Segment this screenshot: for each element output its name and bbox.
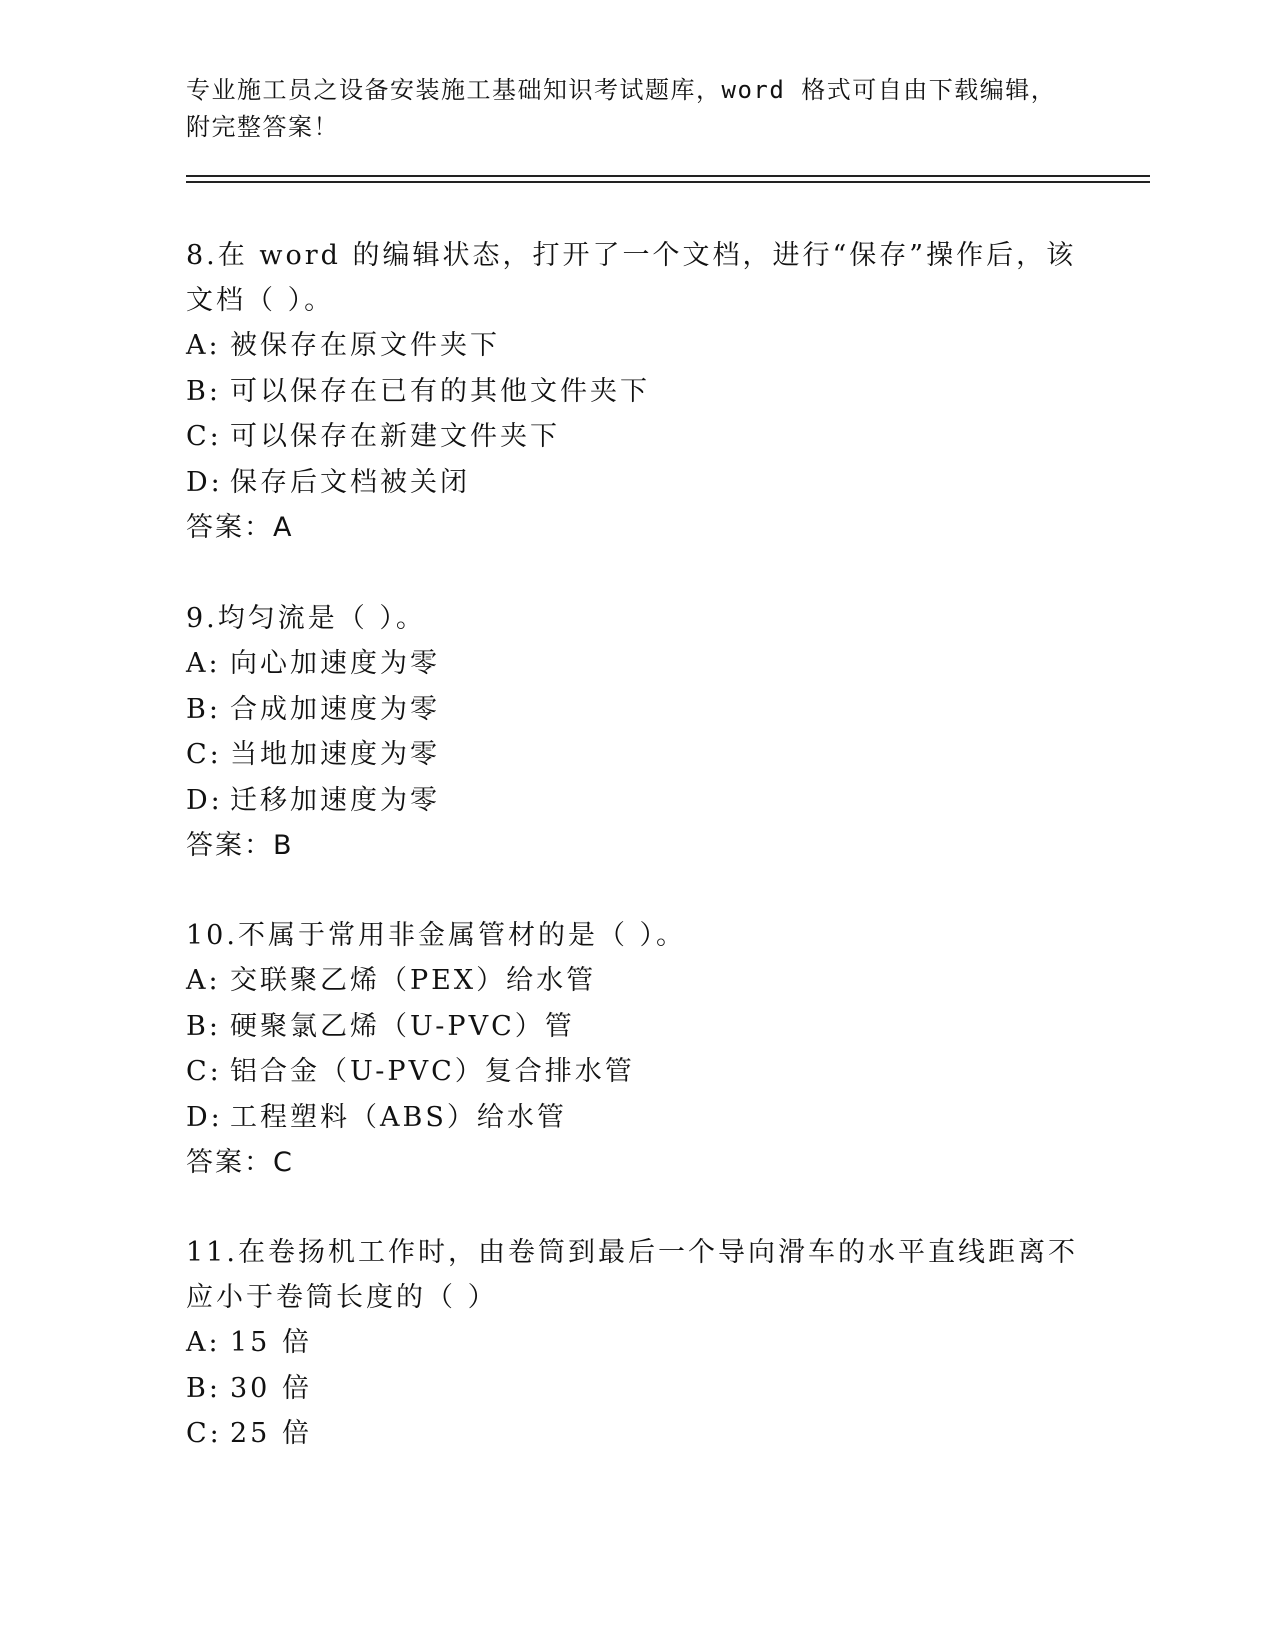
header-divider-top (186, 175, 1150, 177)
option-key: C: (186, 1056, 222, 1087)
answer-line: 答案：A (186, 512, 294, 543)
option-text: 工程塑料（ABS）给水管 (230, 1101, 567, 1133)
question-stem: 8.在 word 的编辑状态，打开了一个文档，进行“保存”操作后，该文档（ ）。 (186, 240, 1077, 316)
option-text: 可以保存在已有的其他文件夹下 (230, 375, 650, 407)
option-b (186, 1004, 1086, 1050)
question-stem: 10.不属于常用非金属管材的是（ ）。 (186, 920, 687, 951)
option-d (186, 778, 1086, 824)
option-key: A: (186, 648, 221, 679)
option-text: 交联聚乙烯（PEX）给水管 (230, 965, 597, 996)
question-10 (186, 913, 1086, 1185)
option-a (186, 958, 1086, 1004)
option-key: D: (186, 784, 223, 816)
option-key: A: (186, 965, 221, 996)
question-stem: 9.均匀流是（ ）。 (186, 603, 426, 634)
option-key: A: (186, 330, 221, 361)
option-c (186, 1411, 1086, 1457)
answer-line: 答案：B (186, 830, 294, 861)
option-a (186, 323, 1086, 369)
option-c (186, 414, 1086, 460)
option-key: D: (186, 1101, 223, 1133)
option-key: B: (186, 693, 221, 725)
option-key: C: (186, 1418, 222, 1449)
option-text: 25 倍 (230, 1418, 312, 1449)
option-key: A: (186, 1327, 221, 1358)
option-text: 15 倍 (230, 1327, 312, 1358)
option-b (186, 1366, 1086, 1412)
option-text: 硬聚氯乙烯（U-PVC）管 (230, 1010, 575, 1042)
option-text: 保存后文档被关闭 (230, 466, 470, 498)
option-key: B: (186, 375, 221, 407)
option-b (186, 687, 1086, 733)
option-key: B: (186, 1372, 221, 1404)
question-8 (186, 233, 1086, 550)
option-key: D: (186, 466, 223, 498)
option-key: C: (186, 739, 222, 770)
option-text: 当地加速度为零 (230, 739, 440, 770)
option-text: 合成加速度为零 (230, 693, 440, 725)
question-11 (186, 1230, 1086, 1457)
option-text: 向心加速度为零 (230, 648, 440, 679)
document-intro: 专业施工员之设备安装施工基础知识考试题库，word 格式可自由下载编辑，附完整答案！ (186, 76, 1057, 141)
option-key: B: (186, 1010, 221, 1042)
option-text: 被保存在原文件夹下 (230, 330, 500, 361)
option-c (186, 1049, 1086, 1095)
option-a (186, 641, 1086, 687)
option-d (186, 460, 1086, 506)
option-d (186, 1095, 1086, 1141)
option-b (186, 369, 1086, 415)
option-c (186, 732, 1086, 778)
option-text: 30 倍 (230, 1372, 312, 1404)
header-divider-bottom (186, 181, 1150, 183)
option-text: 可以保存在新建文件夹下 (230, 421, 560, 452)
question-stem: 11.在卷扬机工作时，由卷筒到最后一个导向滑车的水平直线距离不应小于卷筒长度的（ ） (186, 1237, 1078, 1313)
answer-line: 答案：C (186, 1147, 294, 1178)
option-a (186, 1320, 1086, 1366)
question-9 (186, 596, 1086, 868)
option-text: 铝合金（U-PVC）复合排水管 (230, 1056, 635, 1087)
option-key: C: (186, 421, 222, 452)
option-text: 迁移加速度为零 (230, 784, 440, 816)
